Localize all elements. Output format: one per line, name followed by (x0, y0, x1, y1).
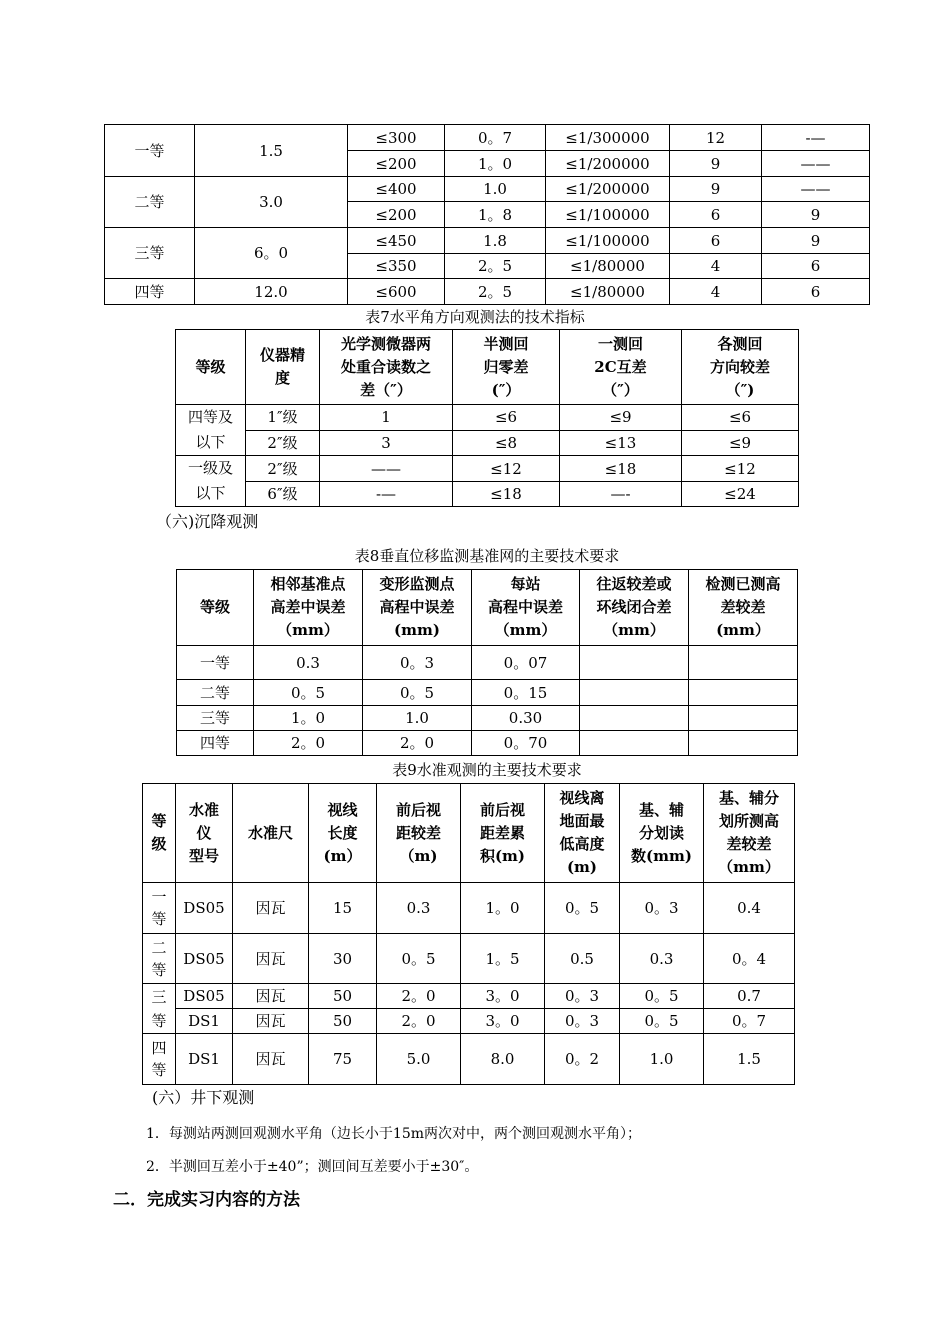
table-cell (580, 680, 689, 706)
header-distance-diff: 前后视 距较差 （m) (377, 784, 461, 883)
table-cell: 0。15 (472, 680, 580, 706)
table-cell: DS1 (176, 1009, 233, 1034)
table-cell: 0。5 (620, 984, 704, 1009)
table-cell: 1″级 (246, 405, 320, 431)
header-closure: 往返较差或 环线闭合差 （mm） (580, 570, 689, 646)
table-cell: 2。5 (445, 279, 546, 305)
table-cell: ≤1/200000 (546, 151, 670, 177)
table-cell: ≤12 (453, 456, 560, 482)
table-cell: 50 (309, 984, 377, 1009)
table-cell: 0。3 (363, 646, 472, 680)
table-cell: ≤24 (682, 482, 799, 507)
header-cumulative: 前后视 距差累 积(m) (461, 784, 545, 883)
table-cell: 9 (762, 228, 870, 254)
table-cell: 12 (670, 125, 762, 151)
table-cell: ≤1/80000 (546, 279, 670, 305)
table-cell: 2″级 (246, 456, 320, 482)
table-cell: 因瓦 (233, 934, 309, 984)
table-cell: 2。5 (445, 254, 546, 279)
table-cell: ≤12 (682, 456, 799, 482)
table-cell: 0.4 (704, 883, 795, 934)
table-cell: 因瓦 (233, 883, 309, 934)
table-cell (689, 706, 798, 731)
table-cell: —— (762, 177, 870, 202)
header-half-round: 半测回 归零差 (″） (453, 330, 560, 405)
table-cell: ≤200 (348, 202, 445, 228)
table-cell: DS1 (176, 1034, 233, 1085)
table-cell: 4 (670, 279, 762, 305)
table-cell (689, 731, 798, 756)
table-cell: 0。5 (254, 680, 363, 706)
table-cell: ≤400 (348, 177, 445, 202)
section-underground: (六）井下观测 (152, 1088, 255, 1107)
section-settlement: （六)沉降观测 (156, 512, 259, 531)
paragraph-1: 1．每测站两测回观测水平角（边长小于15m两次对中，两个测回观测水平角）； (146, 1126, 641, 1142)
table-cell: 0。3 (545, 1009, 620, 1034)
grade-cell: 四等 (105, 279, 195, 305)
table-cell: 四等 (177, 731, 254, 756)
table-cell: 因瓦 (233, 1034, 309, 1085)
table-cell: ≤6 (453, 405, 560, 431)
table-cell: ≤18 (453, 482, 560, 507)
table7 (175, 329, 799, 507)
table-cell: 因瓦 (233, 984, 309, 1009)
table-cell: 75 (309, 1034, 377, 1085)
table-cell: 1。0 (445, 151, 546, 177)
table-cell: 6″级 (246, 482, 320, 507)
table-cell: DS05 (176, 883, 233, 934)
header-height-diff: 基、辅分 划所测高 差较差 （mm） (704, 784, 795, 883)
table-cell: 0.3 (620, 934, 704, 984)
table-cell: ≤1/200000 (546, 177, 670, 202)
table-cell: -— (762, 125, 870, 151)
table-cell: 0。5 (545, 883, 620, 934)
grade-cell: 三 等 (143, 984, 176, 1034)
table-cell: 9 (670, 177, 762, 202)
table-cell: 6 (762, 279, 870, 305)
table-cell: 0。07 (472, 646, 580, 680)
grade-cell: 一级及 以下 (176, 456, 246, 507)
table-cell (689, 680, 798, 706)
header-level-model: 水准 仪 型号 (176, 784, 233, 883)
table-cell: 2。0 (254, 731, 363, 756)
header-grade: 等 级 (143, 784, 176, 883)
grade-cell: 三等 (105, 228, 195, 279)
table-cell: 0.7 (704, 984, 795, 1009)
precision-cell: 6。0 (195, 228, 348, 279)
header-direction: 各测回 方向较差 （″) (682, 330, 799, 405)
table-cell: 2″级 (246, 430, 320, 456)
table8-caption: 表8垂直位移监测基准网的主要技术要求 (354, 547, 620, 565)
table-cell: 0.3 (254, 646, 363, 680)
table-cell: 1.0 (620, 1034, 704, 1085)
table-cell: 30 (309, 934, 377, 984)
table6 (104, 124, 870, 305)
table-cell: 2。0 (363, 731, 472, 756)
grade-cell: 四等及 以下 (176, 405, 246, 456)
table-cell: 5.0 (377, 1034, 461, 1085)
table-cell: 2。0 (377, 984, 461, 1009)
grade-cell: 四 等 (143, 1034, 176, 1085)
table-cell: 9 (762, 202, 870, 228)
table-cell: ≤1/300000 (546, 125, 670, 151)
table-cell: 4 (670, 254, 762, 279)
table7-caption: 表7水平角方向观测法的技术指标 (365, 308, 585, 326)
table-cell: ≤1/100000 (546, 228, 670, 254)
table-cell: 因瓦 (233, 1009, 309, 1034)
table-cell: 0。5 (363, 680, 472, 706)
precision-cell: 3.0 (195, 177, 348, 228)
table-cell: ≤350 (348, 254, 445, 279)
table-cell (689, 646, 798, 680)
table-cell: DS05 (176, 934, 233, 984)
table-cell: 1.8 (445, 228, 546, 254)
table-cell: 1。8 (445, 202, 546, 228)
table-cell: ≤450 (348, 228, 445, 254)
table-cell: ≤18 (560, 456, 682, 482)
table-cell: 0.3 (377, 883, 461, 934)
table-cell: DS05 (176, 984, 233, 1009)
precision-cell: 1.5 (195, 125, 348, 177)
grade-cell: 二等 (105, 177, 195, 228)
table-cell: 1.0 (363, 706, 472, 731)
table-cell: 一等 (177, 646, 254, 680)
table-cell: —— (762, 151, 870, 177)
table-cell: 6 (670, 202, 762, 228)
table-cell: 3。0 (461, 984, 545, 1009)
header-instrument: 仪器精 度 (246, 330, 320, 405)
table-cell: -— (320, 482, 453, 507)
table-cell: 9 (670, 151, 762, 177)
header-adjacent: 相邻基准点 高差中误差 （mm） (254, 570, 363, 646)
header-2c: 一测回 2C互差 （″） (560, 330, 682, 405)
table-cell: ≤8 (453, 430, 560, 456)
table-cell: 3。0 (461, 1009, 545, 1034)
table-cell (580, 646, 689, 680)
table-cell: 50 (309, 1009, 377, 1034)
table-cell: 0。5 (377, 934, 461, 984)
table-cell: 0。4 (704, 934, 795, 984)
table-cell: ≤1/100000 (546, 202, 670, 228)
heading-methods: 二．完成实习内容的方法 (113, 1190, 300, 1210)
table-cell: ≤600 (348, 279, 445, 305)
table-cell: —— (320, 456, 453, 482)
table-cell: 二等 (177, 680, 254, 706)
table-cell: 1.5 (704, 1034, 795, 1085)
table-cell: ≤1/80000 (546, 254, 670, 279)
table-cell: ≤6 (682, 405, 799, 431)
header-station: 每站 高程中误差 （mm） (472, 570, 580, 646)
header-deformation: 变形监测点 高程中误差 (mm) (363, 570, 472, 646)
table-cell: 15 (309, 883, 377, 934)
table-cell (580, 706, 689, 731)
table9 (142, 783, 795, 1085)
table-cell: 6 (670, 228, 762, 254)
table-cell: 1。0 (461, 883, 545, 934)
table-cell: —- (560, 482, 682, 507)
table-cell: 0。3 (545, 984, 620, 1009)
header-micrometer: 光学测微器两 处重合读数之 差（″） (320, 330, 453, 405)
header-staff: 水准尺 (233, 784, 309, 883)
table-cell: 1。5 (461, 934, 545, 984)
header-reading: 基、辅 分划读 数(mm) (620, 784, 704, 883)
header-grade: 等级 (176, 330, 246, 405)
header-min-height: 视线离 地面最 低高度 (m) (545, 784, 620, 883)
table-cell: 0。7 (704, 1009, 795, 1034)
header-sight-length: 视线 长度 (m） (309, 784, 377, 883)
table-cell: 1 (320, 405, 453, 431)
table-cell: ≤9 (682, 430, 799, 456)
table-cell: 1。0 (254, 706, 363, 731)
table-cell: 0。2 (545, 1034, 620, 1085)
table-cell: ≤9 (560, 405, 682, 431)
grade-cell: 一等 (105, 125, 195, 177)
table-cell: 0.30 (472, 706, 580, 731)
table8 (176, 569, 798, 756)
table-cell: 三等 (177, 706, 254, 731)
precision-cell: 12.0 (195, 279, 348, 305)
table-cell: ≤300 (348, 125, 445, 151)
table-cell: 0。5 (620, 1009, 704, 1034)
table-cell: 0。3 (620, 883, 704, 934)
paragraph-2: 2．半测回互差小于±40”；测回间互差要小于±30″。 (146, 1159, 479, 1175)
table-cell: 2。0 (377, 1009, 461, 1034)
table-cell: 0.5 (545, 934, 620, 984)
table-cell: ≤200 (348, 151, 445, 177)
header-grade: 等级 (177, 570, 254, 646)
table-cell: 1.0 (445, 177, 546, 202)
table-cell: ≤13 (560, 430, 682, 456)
grade-cell: 二 等 (143, 934, 176, 984)
header-check: 检测已测高 差较差 (mm） (689, 570, 798, 646)
table-cell: 6 (762, 254, 870, 279)
table-cell: 8.0 (461, 1034, 545, 1085)
grade-cell: 一 等 (143, 883, 176, 934)
table-cell (580, 731, 689, 756)
table-cell: 3 (320, 430, 453, 456)
table-cell: 0。7 (445, 125, 546, 151)
table-cell: 0。70 (472, 731, 580, 756)
table9-caption: 表9水准观测的主要技术要求 (392, 761, 582, 779)
